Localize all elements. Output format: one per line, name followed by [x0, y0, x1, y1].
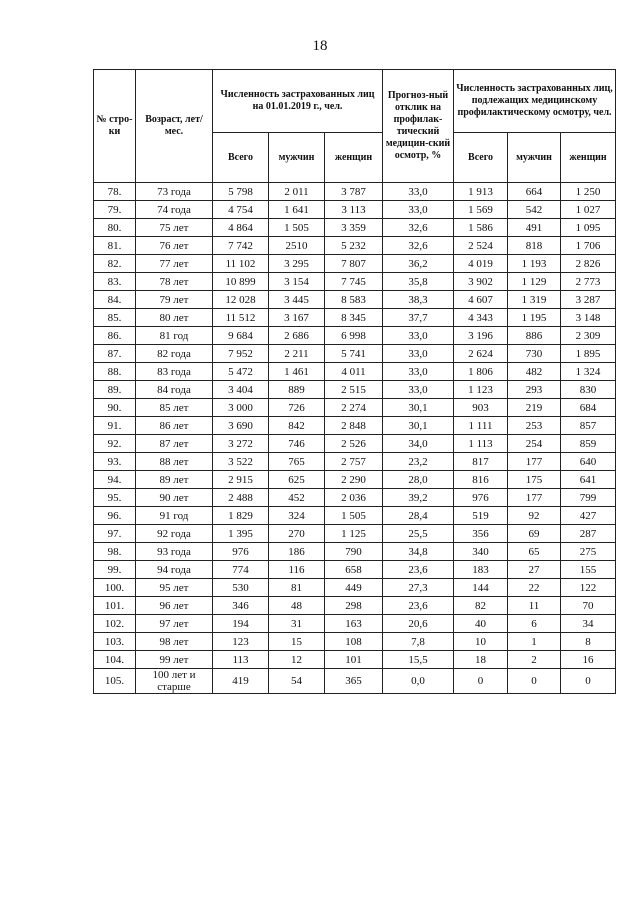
table-row	[94, 381, 616, 399]
insured-total-cell: 7 742	[213, 237, 269, 255]
response-percent-cell: 33,0	[383, 183, 454, 201]
age-cell: 85 лет	[136, 399, 213, 417]
insured-total-cell: 1 395	[213, 525, 269, 543]
header-subject-women: женщин	[561, 133, 616, 183]
table-row	[94, 327, 616, 345]
insured-men-cell: 3 295	[269, 255, 325, 273]
table-row	[94, 237, 616, 255]
response-percent-cell: 23,6	[383, 597, 454, 615]
insured-women-cell: 7 807	[325, 255, 383, 273]
subject-women-cell: 1 895	[561, 345, 616, 363]
age-cell: 81 год	[136, 327, 213, 345]
subject-men-cell: 664	[508, 183, 561, 201]
age-cell: 96 лет	[136, 597, 213, 615]
insured-women-cell: 449	[325, 579, 383, 597]
subject-total-cell: 2 624	[454, 345, 508, 363]
insured-men-cell: 842	[269, 417, 325, 435]
insured-women-cell: 1 125	[325, 525, 383, 543]
subject-men-cell: 1 193	[508, 255, 561, 273]
page-number: 18	[312, 38, 328, 54]
insured-women-cell: 1 505	[325, 507, 383, 525]
response-percent-cell: 28,0	[383, 471, 454, 489]
table-row	[94, 183, 616, 201]
insured-total-cell: 12 028	[213, 291, 269, 309]
subject-women-cell: 2 309	[561, 327, 616, 345]
insured-women-cell: 5 232	[325, 237, 383, 255]
insured-men-cell: 48	[269, 597, 325, 615]
response-percent-cell: 30,1	[383, 399, 454, 417]
subject-women-cell: 3 287	[561, 291, 616, 309]
insured-women-cell: 2 515	[325, 381, 383, 399]
subject-total-cell: 1 113	[454, 435, 508, 453]
row-number: 97.	[94, 525, 136, 543]
subject-total-cell: 1 111	[454, 417, 508, 435]
insured-men-cell: 31	[269, 615, 325, 633]
subject-women-cell: 684	[561, 399, 616, 417]
row-number: 81.	[94, 237, 136, 255]
row-number: 83.	[94, 273, 136, 291]
insured-men-cell: 3 167	[269, 309, 325, 327]
subject-total-cell: 340	[454, 543, 508, 561]
row-number: 98.	[94, 543, 136, 561]
response-percent-cell: 34,8	[383, 543, 454, 561]
insured-total-cell: 346	[213, 597, 269, 615]
age-cell: 94 года	[136, 561, 213, 579]
subject-women-cell: 857	[561, 417, 616, 435]
insured-men-cell: 324	[269, 507, 325, 525]
insured-total-cell: 5 798	[213, 183, 269, 201]
insured-total-cell: 419	[213, 669, 269, 694]
insured-men-cell: 1 641	[269, 201, 325, 219]
subject-women-cell: 2 826	[561, 255, 616, 273]
insured-women-cell: 658	[325, 561, 383, 579]
age-cell: 75 лет	[136, 219, 213, 237]
insured-men-cell: 270	[269, 525, 325, 543]
age-cell: 97 лет	[136, 615, 213, 633]
insured-men-cell: 1 505	[269, 219, 325, 237]
subject-women-cell: 1 027	[561, 201, 616, 219]
subject-total-cell: 1 806	[454, 363, 508, 381]
age-cell: 90 лет	[136, 489, 213, 507]
response-percent-cell: 15,5	[383, 651, 454, 669]
subject-total-cell: 903	[454, 399, 508, 417]
row-number: 103.	[94, 633, 136, 651]
row-number: 91.	[94, 417, 136, 435]
insured-total-cell: 7 952	[213, 345, 269, 363]
header-insured-men: мужчин	[269, 133, 325, 183]
subject-men-cell: 65	[508, 543, 561, 561]
age-cell: 95 лет	[136, 579, 213, 597]
age-cell: 83 года	[136, 363, 213, 381]
row-number: 92.	[94, 435, 136, 453]
subject-men-cell: 2	[508, 651, 561, 669]
insured-persons-table	[93, 69, 616, 694]
insured-men-cell: 3 445	[269, 291, 325, 309]
age-cell: 78 лет	[136, 273, 213, 291]
subject-women-cell: 122	[561, 579, 616, 597]
response-percent-cell: 33,0	[383, 345, 454, 363]
insured-total-cell: 3 272	[213, 435, 269, 453]
response-percent-cell: 0,0	[383, 669, 454, 694]
subject-women-cell: 0	[561, 669, 616, 694]
table-row	[94, 309, 616, 327]
subject-total-cell: 1 586	[454, 219, 508, 237]
subject-men-cell: 253	[508, 417, 561, 435]
subject-total-cell: 40	[454, 615, 508, 633]
insured-men-cell: 889	[269, 381, 325, 399]
row-number: 86.	[94, 327, 136, 345]
subject-women-cell: 830	[561, 381, 616, 399]
insured-total-cell: 2 915	[213, 471, 269, 489]
table-row	[94, 453, 616, 471]
subject-women-cell: 1 250	[561, 183, 616, 201]
age-cell: 79 лет	[136, 291, 213, 309]
row-number: 96.	[94, 507, 136, 525]
table-row	[94, 489, 616, 507]
response-percent-cell: 39,2	[383, 489, 454, 507]
table-row	[94, 561, 616, 579]
insured-men-cell: 746	[269, 435, 325, 453]
subject-women-cell: 1 706	[561, 237, 616, 255]
subject-women-cell: 34	[561, 615, 616, 633]
subject-men-cell: 69	[508, 525, 561, 543]
table-row	[94, 399, 616, 417]
subject-women-cell: 1 324	[561, 363, 616, 381]
age-cell: 88 лет	[136, 453, 213, 471]
subject-women-cell: 859	[561, 435, 616, 453]
response-percent-cell: 37,7	[383, 309, 454, 327]
row-number: 99.	[94, 561, 136, 579]
header-insured-count: Численность застрахованных лиц на 01.01.2019 г., чел.	[213, 70, 383, 133]
insured-women-cell: 101	[325, 651, 383, 669]
subject-total-cell: 144	[454, 579, 508, 597]
age-cell: 100 лет и старше	[136, 669, 213, 694]
insured-women-cell: 790	[325, 543, 383, 561]
age-cell: 89 лет	[136, 471, 213, 489]
row-number: 93.	[94, 453, 136, 471]
subject-total-cell: 1 913	[454, 183, 508, 201]
subject-total-cell: 356	[454, 525, 508, 543]
table-row	[94, 201, 616, 219]
subject-women-cell: 1 095	[561, 219, 616, 237]
subject-women-cell: 2 773	[561, 273, 616, 291]
response-percent-cell: 33,0	[383, 327, 454, 345]
response-percent-cell: 33,0	[383, 201, 454, 219]
insured-total-cell: 9 684	[213, 327, 269, 345]
table-row	[94, 543, 616, 561]
subject-total-cell: 0	[454, 669, 508, 694]
insured-men-cell: 116	[269, 561, 325, 579]
row-number: 82.	[94, 255, 136, 273]
insured-total-cell: 194	[213, 615, 269, 633]
subject-men-cell: 219	[508, 399, 561, 417]
insured-men-cell: 2 686	[269, 327, 325, 345]
insured-women-cell: 2 757	[325, 453, 383, 471]
subject-total-cell: 10	[454, 633, 508, 651]
table-body	[94, 183, 616, 694]
age-cell: 80 лет	[136, 309, 213, 327]
subject-total-cell: 816	[454, 471, 508, 489]
age-cell: 98 лет	[136, 633, 213, 651]
insured-total-cell: 3 522	[213, 453, 269, 471]
header-insured-total: Всего	[213, 133, 269, 183]
header-subject-total: Всего	[454, 133, 508, 183]
subject-women-cell: 640	[561, 453, 616, 471]
insured-women-cell: 2 526	[325, 435, 383, 453]
response-percent-cell: 34,0	[383, 435, 454, 453]
subject-women-cell: 70	[561, 597, 616, 615]
row-number: 94.	[94, 471, 136, 489]
subject-men-cell: 491	[508, 219, 561, 237]
insured-women-cell: 8 583	[325, 291, 383, 309]
row-number: 80.	[94, 219, 136, 237]
insured-total-cell: 774	[213, 561, 269, 579]
subject-men-cell: 293	[508, 381, 561, 399]
table-row	[94, 417, 616, 435]
age-cell: 87 лет	[136, 435, 213, 453]
response-percent-cell: 38,3	[383, 291, 454, 309]
insured-total-cell: 4 864	[213, 219, 269, 237]
response-percent-cell: 27,3	[383, 579, 454, 597]
subject-total-cell: 4 607	[454, 291, 508, 309]
subject-women-cell: 287	[561, 525, 616, 543]
response-percent-cell: 33,0	[383, 381, 454, 399]
insured-total-cell: 2 488	[213, 489, 269, 507]
insured-women-cell: 3 787	[325, 183, 383, 201]
insured-men-cell: 625	[269, 471, 325, 489]
insured-women-cell: 3 113	[325, 201, 383, 219]
insured-women-cell: 8 345	[325, 309, 383, 327]
insured-men-cell: 54	[269, 669, 325, 694]
insured-women-cell: 2 036	[325, 489, 383, 507]
row-number: 90.	[94, 399, 136, 417]
table-row	[94, 255, 616, 273]
subject-total-cell: 3 196	[454, 327, 508, 345]
subject-men-cell: 6	[508, 615, 561, 633]
subject-men-cell: 482	[508, 363, 561, 381]
insured-women-cell: 2 274	[325, 399, 383, 417]
insured-total-cell: 530	[213, 579, 269, 597]
row-number: 88.	[94, 363, 136, 381]
response-percent-cell: 32,6	[383, 219, 454, 237]
subject-total-cell: 1 123	[454, 381, 508, 399]
response-percent-cell: 23,2	[383, 453, 454, 471]
subject-total-cell: 183	[454, 561, 508, 579]
insured-women-cell: 4 011	[325, 363, 383, 381]
response-percent-cell: 7,8	[383, 633, 454, 651]
insured-men-cell: 81	[269, 579, 325, 597]
age-cell: 77 лет	[136, 255, 213, 273]
response-percent-cell: 30,1	[383, 417, 454, 435]
subject-women-cell: 427	[561, 507, 616, 525]
subject-men-cell: 886	[508, 327, 561, 345]
subject-total-cell: 18	[454, 651, 508, 669]
subject-total-cell: 4 343	[454, 309, 508, 327]
row-number: 89.	[94, 381, 136, 399]
row-number: 102.	[94, 615, 136, 633]
response-percent-cell: 35,8	[383, 273, 454, 291]
table-row	[94, 525, 616, 543]
header-age: Возраст, лет/ мес.	[136, 70, 213, 183]
subject-men-cell: 1 129	[508, 273, 561, 291]
age-cell: 82 года	[136, 345, 213, 363]
subject-men-cell: 175	[508, 471, 561, 489]
table-row	[94, 633, 616, 651]
table-row	[94, 291, 616, 309]
subject-total-cell: 519	[454, 507, 508, 525]
subject-total-cell: 976	[454, 489, 508, 507]
table-row	[94, 669, 616, 694]
age-cell: 73 года	[136, 183, 213, 201]
insured-men-cell: 726	[269, 399, 325, 417]
table-row	[94, 363, 616, 381]
header-insured-women: женщин	[325, 133, 383, 183]
subject-men-cell: 0	[508, 669, 561, 694]
insured-women-cell: 3 359	[325, 219, 383, 237]
response-percent-cell: 28,4	[383, 507, 454, 525]
insured-women-cell: 365	[325, 669, 383, 694]
row-number: 79.	[94, 201, 136, 219]
header-forecast-response: Прогноз-ный отклик на профилак-тический медицин-ский осмотр, %	[383, 70, 454, 183]
row-number: 100.	[94, 579, 136, 597]
response-percent-cell: 32,6	[383, 237, 454, 255]
subject-women-cell: 8	[561, 633, 616, 651]
row-number: 105.	[94, 669, 136, 694]
insured-women-cell: 163	[325, 615, 383, 633]
insured-total-cell: 3 404	[213, 381, 269, 399]
table-row	[94, 651, 616, 669]
age-cell: 92 года	[136, 525, 213, 543]
age-cell: 74 года	[136, 201, 213, 219]
row-number: 78.	[94, 183, 136, 201]
table-row	[94, 273, 616, 291]
age-cell: 76 лет	[136, 237, 213, 255]
insured-total-cell: 4 754	[213, 201, 269, 219]
header-row-number: № стро-ки	[94, 70, 136, 183]
table-row	[94, 435, 616, 453]
table-row	[94, 507, 616, 525]
row-number: 101.	[94, 597, 136, 615]
insured-men-cell: 2510	[269, 237, 325, 255]
subject-men-cell: 730	[508, 345, 561, 363]
subject-men-cell: 1 195	[508, 309, 561, 327]
subject-men-cell: 177	[508, 453, 561, 471]
subject-men-cell: 542	[508, 201, 561, 219]
subject-men-cell: 254	[508, 435, 561, 453]
insured-men-cell: 15	[269, 633, 325, 651]
header-subject-men: мужчин	[508, 133, 561, 183]
insured-men-cell: 3 154	[269, 273, 325, 291]
insured-men-cell: 186	[269, 543, 325, 561]
subject-women-cell: 16	[561, 651, 616, 669]
subject-men-cell: 1 319	[508, 291, 561, 309]
table-row	[94, 615, 616, 633]
table-row	[94, 219, 616, 237]
subject-men-cell: 27	[508, 561, 561, 579]
response-percent-cell: 20,6	[383, 615, 454, 633]
subject-men-cell: 177	[508, 489, 561, 507]
insured-men-cell: 2 211	[269, 345, 325, 363]
insured-men-cell: 12	[269, 651, 325, 669]
subject-total-cell: 3 902	[454, 273, 508, 291]
subject-women-cell: 3 148	[561, 309, 616, 327]
subject-women-cell: 275	[561, 543, 616, 561]
insured-total-cell: 11 102	[213, 255, 269, 273]
response-percent-cell: 23,6	[383, 561, 454, 579]
subject-men-cell: 818	[508, 237, 561, 255]
insured-women-cell: 6 998	[325, 327, 383, 345]
subject-men-cell: 1	[508, 633, 561, 651]
age-cell: 93 года	[136, 543, 213, 561]
subject-total-cell: 2 524	[454, 237, 508, 255]
row-number: 84.	[94, 291, 136, 309]
insured-total-cell: 3 690	[213, 417, 269, 435]
age-cell: 86 лет	[136, 417, 213, 435]
insured-total-cell: 11 512	[213, 309, 269, 327]
subject-women-cell: 641	[561, 471, 616, 489]
row-number: 87.	[94, 345, 136, 363]
insured-women-cell: 5 741	[325, 345, 383, 363]
subject-men-cell: 11	[508, 597, 561, 615]
subject-women-cell: 799	[561, 489, 616, 507]
row-number: 85.	[94, 309, 136, 327]
header-subject-count: Численность застрахованных лиц, подлежащих медицинскому профилактическому осмотру, чел.	[454, 70, 616, 133]
insured-men-cell: 452	[269, 489, 325, 507]
insured-total-cell: 976	[213, 543, 269, 561]
insured-men-cell: 765	[269, 453, 325, 471]
insured-women-cell: 2 848	[325, 417, 383, 435]
subject-women-cell: 155	[561, 561, 616, 579]
table-row	[94, 345, 616, 363]
age-cell: 91 год	[136, 507, 213, 525]
insured-total-cell: 113	[213, 651, 269, 669]
response-percent-cell: 36,2	[383, 255, 454, 273]
row-number: 104.	[94, 651, 136, 669]
table-row	[94, 597, 616, 615]
table-row	[94, 471, 616, 489]
insured-women-cell: 108	[325, 633, 383, 651]
insured-men-cell: 1 461	[269, 363, 325, 381]
response-percent-cell: 25,5	[383, 525, 454, 543]
insured-total-cell: 1 829	[213, 507, 269, 525]
age-cell: 99 лет	[136, 651, 213, 669]
insured-men-cell: 2 011	[269, 183, 325, 201]
subject-men-cell: 22	[508, 579, 561, 597]
insured-total-cell: 10 899	[213, 273, 269, 291]
subject-total-cell: 82	[454, 597, 508, 615]
subject-total-cell: 817	[454, 453, 508, 471]
subject-total-cell: 4 019	[454, 255, 508, 273]
row-number: 95.	[94, 489, 136, 507]
table-row	[94, 579, 616, 597]
age-cell: 84 года	[136, 381, 213, 399]
insured-women-cell: 2 290	[325, 471, 383, 489]
insured-total-cell: 123	[213, 633, 269, 651]
response-percent-cell: 33,0	[383, 363, 454, 381]
subject-total-cell: 1 569	[454, 201, 508, 219]
insured-total-cell: 5 472	[213, 363, 269, 381]
insured-women-cell: 298	[325, 597, 383, 615]
insured-total-cell: 3 000	[213, 399, 269, 417]
insured-women-cell: 7 745	[325, 273, 383, 291]
subject-men-cell: 92	[508, 507, 561, 525]
